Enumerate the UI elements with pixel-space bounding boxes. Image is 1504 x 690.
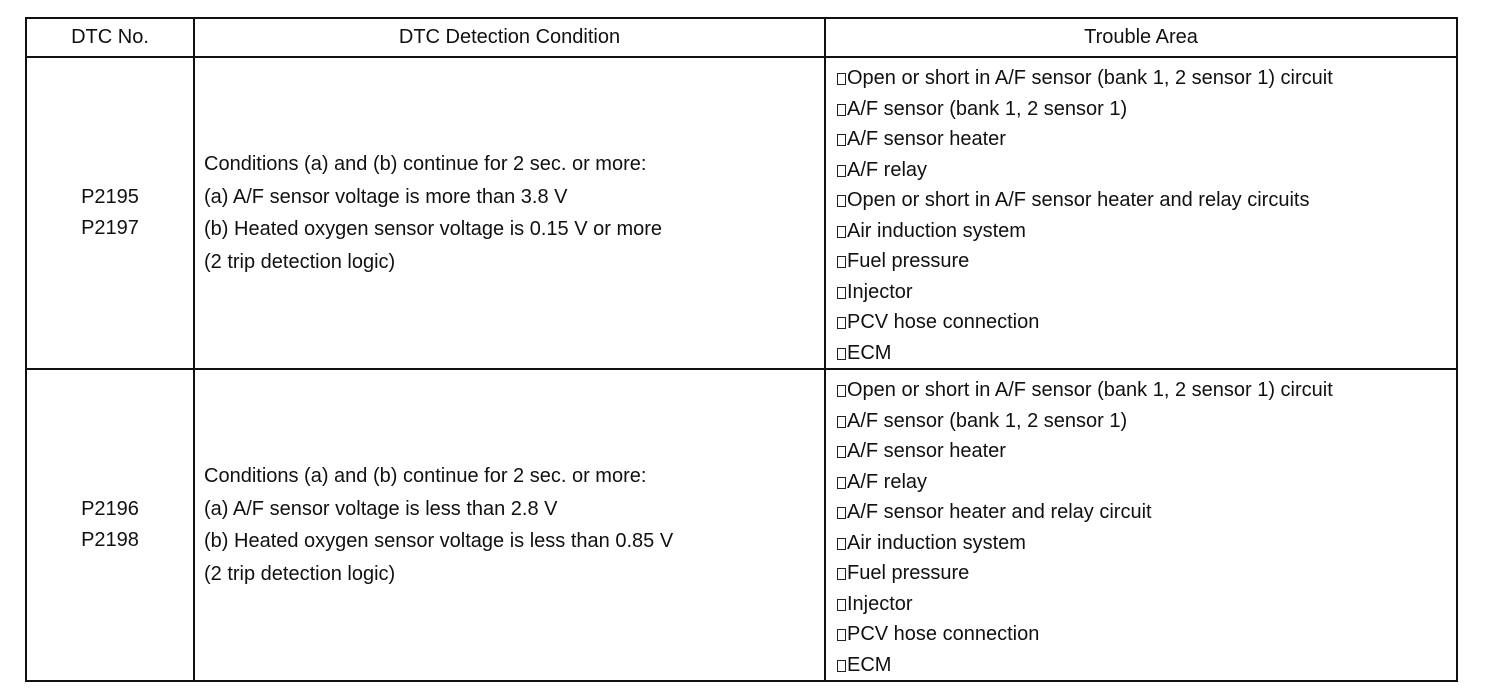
trouble-area-text: A/F relay xyxy=(847,158,928,181)
dtc-code-cell xyxy=(26,369,194,681)
trouble-area-list xyxy=(837,63,1456,368)
trouble-area-text: Injector xyxy=(847,280,913,303)
list-item xyxy=(837,94,1456,125)
bullet-box-icon xyxy=(837,629,846,641)
trouble-area-text: A/F sensor heater xyxy=(847,440,1006,462)
bullet-box-icon xyxy=(837,195,846,207)
condition-line: (a) A/F sensor voltage is more than 3.8 V xyxy=(204,185,568,208)
trouble-area-text: A/F relay xyxy=(847,470,928,493)
bullet-box-icon xyxy=(837,568,846,580)
bullet-box-icon xyxy=(837,104,846,116)
list-item xyxy=(837,185,1456,216)
list-item xyxy=(837,558,1456,589)
list-item xyxy=(837,307,1456,338)
header-trouble-area: Trouble Area xyxy=(825,18,1457,57)
trouble-area-text: Injector xyxy=(847,592,913,615)
detection-condition-cell xyxy=(194,57,825,369)
list-item xyxy=(837,124,1456,155)
bullet-box-icon xyxy=(837,538,846,550)
trouble-area-text: ECM xyxy=(847,653,892,676)
condition-line: (b) Heated oxygen sensor voltage is 0.15 V or more xyxy=(204,218,663,240)
bullet-box-icon xyxy=(837,599,846,611)
bullet-box-icon xyxy=(837,73,846,85)
bullet-box-icon xyxy=(837,446,846,458)
bullet-box-icon xyxy=(837,660,846,672)
trouble-area-text: Open or short in A/F sensor (bank 1, 2 sensor 1) circuit xyxy=(847,379,1333,401)
bullet-box-icon xyxy=(837,416,846,428)
table-row xyxy=(26,369,1457,681)
bullet-box-icon xyxy=(837,226,846,238)
bullet-box-icon xyxy=(837,165,846,177)
condition-line: (2 trip detection logic) xyxy=(204,250,396,273)
list-item xyxy=(837,619,1456,650)
condition-line: (a) A/F sensor voltage is less than 2.8 V xyxy=(204,497,558,520)
list-item xyxy=(837,650,1456,681)
list-item xyxy=(837,338,1456,369)
bullet-box-icon xyxy=(837,385,846,397)
trouble-area-text: A/F sensor (bank 1, 2 sensor 1) xyxy=(847,409,1128,432)
table-header-row xyxy=(26,18,1457,57)
trouble-area-text: Fuel pressure xyxy=(847,250,970,272)
bullet-box-icon xyxy=(837,477,846,489)
list-item xyxy=(837,155,1456,186)
table-row xyxy=(26,57,1457,369)
trouble-area-text: PCV hose connection xyxy=(847,623,1040,645)
list-item xyxy=(837,528,1456,559)
list-item xyxy=(837,63,1456,94)
list-item xyxy=(837,467,1456,498)
trouble-area-text: ECM xyxy=(847,341,892,364)
bullet-box-icon xyxy=(837,317,846,329)
condition-line: (2 trip detection logic) xyxy=(204,562,396,585)
list-item xyxy=(837,216,1456,247)
bullet-box-icon xyxy=(837,287,846,299)
list-item xyxy=(837,277,1456,308)
trouble-area-text: Open or short in A/F sensor heater and relay circuits xyxy=(847,189,1310,211)
condition-line: Conditions (a) and (b) continue for 2 sec. or more: xyxy=(204,153,647,175)
dtc-code: P2198 xyxy=(81,529,139,551)
list-item xyxy=(837,246,1456,277)
trouble-area-text: Air induction system xyxy=(847,531,1026,554)
list-item xyxy=(837,406,1456,437)
condition-line: Conditions (a) and (b) continue for 2 sec. or more: xyxy=(204,465,647,487)
trouble-area-list xyxy=(837,375,1456,680)
detection-condition-cell xyxy=(194,369,825,681)
dtc-code: P2196 xyxy=(81,498,139,520)
condition-line: (b) Heated oxygen sensor voltage is less than 0.85 V xyxy=(204,530,674,552)
list-item xyxy=(837,497,1456,528)
list-item xyxy=(837,589,1456,620)
trouble-area-text: A/F sensor (bank 1, 2 sensor 1) xyxy=(847,97,1128,120)
header-detection-condition: DTC Detection Condition xyxy=(194,18,825,57)
header-dtc-no: DTC No. xyxy=(26,18,194,57)
list-item xyxy=(837,436,1456,467)
trouble-area-text: Air induction system xyxy=(847,219,1026,242)
trouble-area-text: A/F sensor heater and relay circuit xyxy=(847,501,1152,523)
trouble-area-text: A/F sensor heater xyxy=(847,128,1006,150)
list-item xyxy=(837,375,1456,406)
dtc-table xyxy=(25,17,1458,682)
bullet-box-icon xyxy=(837,134,846,146)
bullet-box-icon xyxy=(837,256,846,268)
trouble-area-text: Fuel pressure xyxy=(847,562,970,584)
trouble-area-cell xyxy=(825,57,1457,369)
trouble-area-text: Open or short in A/F sensor (bank 1, 2 sensor 1) circuit xyxy=(847,67,1333,89)
trouble-area-cell xyxy=(825,369,1457,681)
bullet-box-icon xyxy=(837,507,846,519)
dtc-code: P2197 xyxy=(81,217,139,239)
bullet-box-icon xyxy=(837,348,846,360)
trouble-area-text: PCV hose connection xyxy=(847,311,1040,333)
dtc-code: P2195 xyxy=(81,186,139,208)
dtc-code-cell xyxy=(26,57,194,369)
